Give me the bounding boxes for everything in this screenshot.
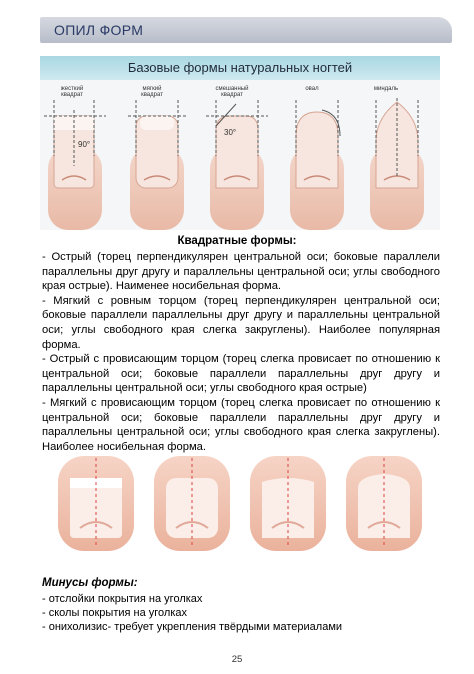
chapter-header xyxy=(40,17,452,43)
variant-sharp-curved xyxy=(250,456,326,551)
label-line: квадрат xyxy=(221,92,243,98)
label-line: жесткий xyxy=(60,86,84,92)
list-item: - онихолизис- требует укрепления твёрдыми материалами xyxy=(42,621,343,633)
nail-shapes-figure xyxy=(40,56,440,230)
nail-hard-square xyxy=(44,100,106,230)
list-item: - сколы покрытия на уголках xyxy=(42,607,188,619)
square-variants-figure xyxy=(50,456,440,551)
label-line: мягкий xyxy=(142,86,162,92)
label-oval xyxy=(284,86,340,92)
paragraph: - Мягкий с ровным торцом (торец перпендикулярен центральной оси; боковые параллели параллельны друг другу и параллельны центральной оси; углы свободного края слегка закруглены). Наиболее популярная форма. xyxy=(42,294,440,351)
list-item: - отслойки покрытия на уголках xyxy=(42,593,203,605)
paragraph: - Острый (торец перпендикулярен центральной оси; боковые параллели параллельны друг другу и параллельны центральной оси; углы свободного края острые). Наименее носибельная форма. xyxy=(42,251,440,293)
label-line: миндаль xyxy=(373,86,399,92)
angle-label-30: 30° xyxy=(224,128,237,137)
label-line: квадрат xyxy=(61,92,83,98)
label-line: овал xyxy=(305,86,319,92)
figure-banner xyxy=(40,56,440,80)
nail-mixed-square xyxy=(206,100,268,230)
nail-almond xyxy=(370,98,424,230)
variant-sharp-straight xyxy=(58,456,134,551)
section-title: Квадратные формы: xyxy=(177,235,297,247)
paragraph: - Мягкий с провисающим торцом (торец слегка провисает по отношению к центральной оси; боковые параллели параллельны друг другу и параллельны центральной оси; углы свободного края слегка закруглены). Наиболее носибельная форма. xyxy=(42,396,440,453)
nail-oval xyxy=(290,100,344,230)
minus-title: Минусы формы: xyxy=(42,577,138,589)
label-line: квадрат xyxy=(141,92,163,98)
page-number: 25 xyxy=(231,654,243,665)
variant-soft-straight xyxy=(154,456,230,551)
label-almond xyxy=(358,86,414,92)
chapter-title: ОПИЛ ФОРМ xyxy=(54,22,144,38)
nail-diagrams xyxy=(40,96,440,230)
paragraph: - Острый с провисающим торцом (торец слегка провисает по отношению к центральной оси; боковые параллели параллельны друг другу и параллельны центральной оси; углы свободного края острые) xyxy=(42,353,440,395)
nail-soft-square xyxy=(128,100,188,230)
figure-banner-text: Базовые формы натуральных ногтей xyxy=(127,60,353,75)
variant-soft-curved xyxy=(346,456,422,551)
body-text xyxy=(42,250,440,454)
minus-list xyxy=(42,592,342,634)
angle-label-90: 90° xyxy=(78,140,91,149)
label-line: смешанный xyxy=(215,86,249,92)
